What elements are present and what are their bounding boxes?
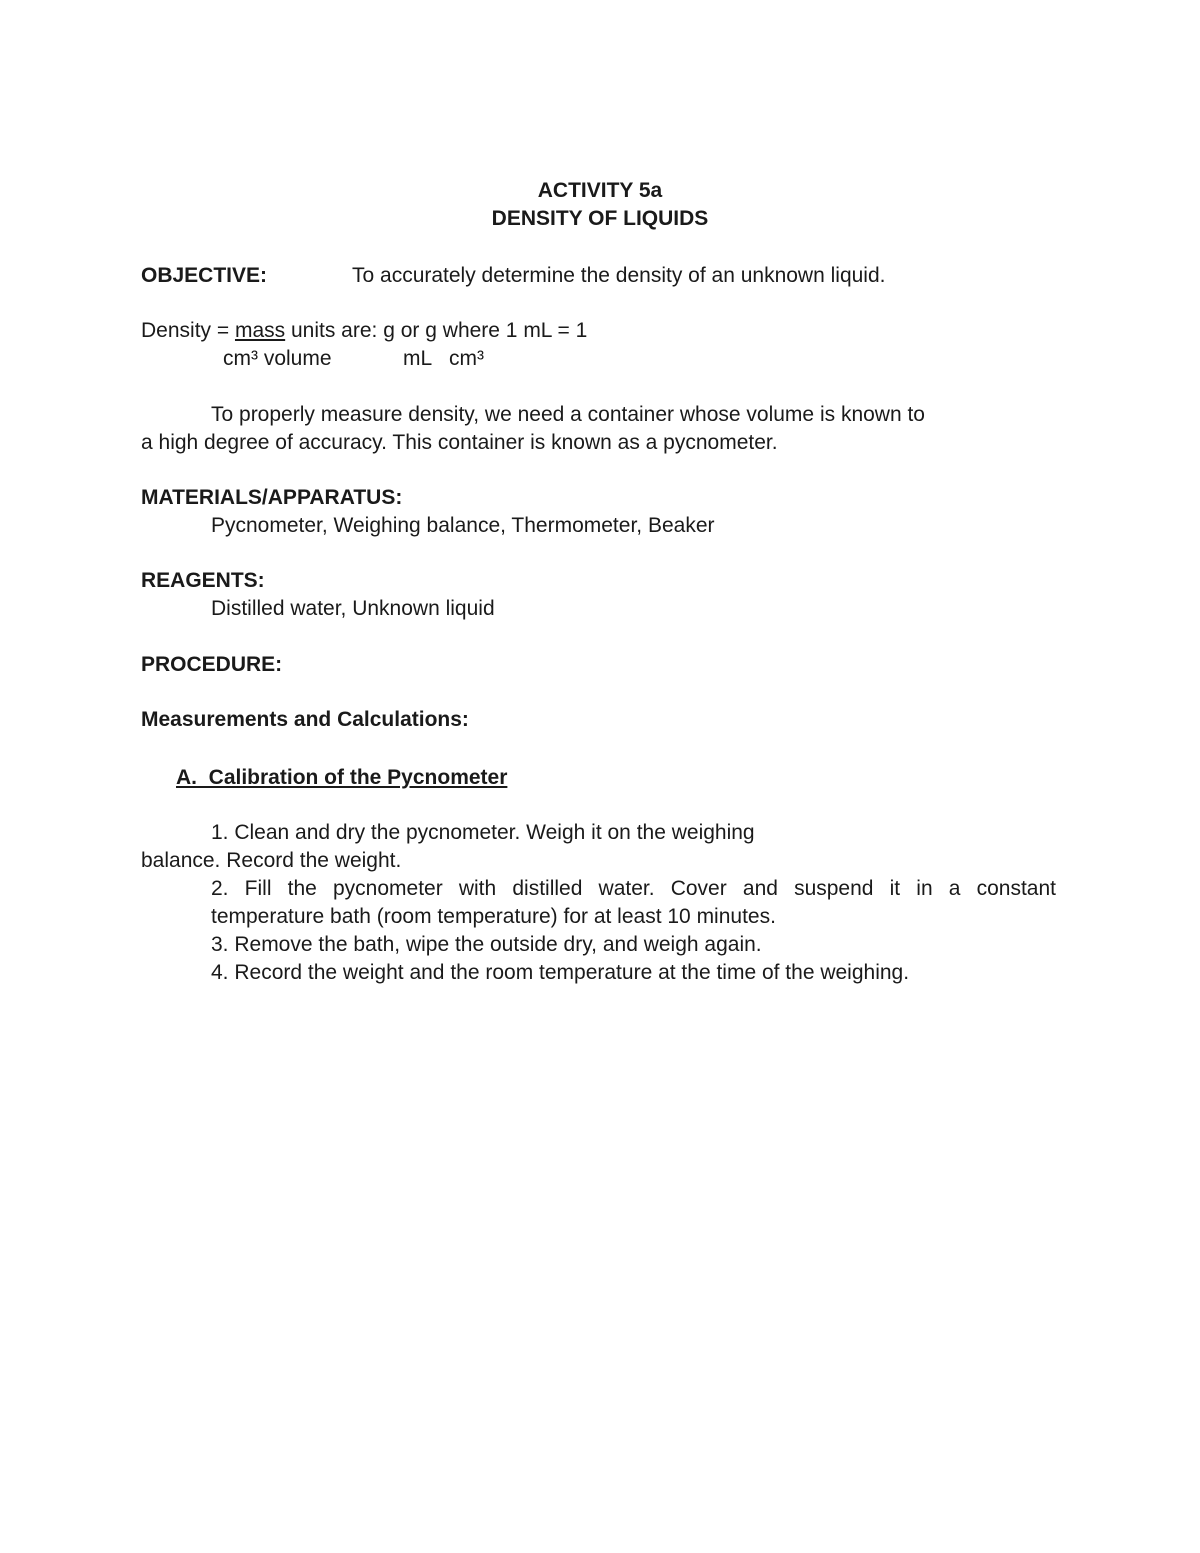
density-unit-den1: mL [403,347,433,370]
page-title: DENSITY OF LIQUIDS [491,207,709,230]
reagents-label: REAGENTS: [141,569,265,592]
step-1-line-1: 1. Clean and dry the pycnometer. Weigh it on the weighing [211,821,755,844]
activity-title: ACTIVITY 5a [537,179,663,202]
procedure-subheading: Measurements and Calculations: [141,708,469,731]
objective-text: To accurately determine the density of an unknown liquid. [352,264,886,287]
intro-line-2: a high degree of accuracy. This container is known as a pycnometer. [141,431,778,454]
density-numerator: mass [234,319,286,342]
density-suffix: where 1 mL = 1 [436,319,588,342]
density-unit-g2: g [425,319,437,342]
materials-text: Pycnometer, Weighing balance, Thermometer, Beaker [211,514,715,537]
step-2-line-1: 2. Fill the pycnometer with distilled water. Cover and suspend it in a constant [211,877,1056,900]
density-prefix: Density = [141,319,235,342]
step-2-line-2: temperature bath (room temperature) for at least 10 minutes. [211,905,776,928]
density-formula [141,317,587,345]
step-1-line-2: balance. Record the weight. [141,849,402,872]
density-units-text: units are: [285,319,384,342]
reagents-text: Distilled water, Unknown liquid [211,597,495,620]
density-unit-g1: g [383,319,395,342]
objective-label: OBJECTIVE: [141,264,268,287]
section-a-heading: A. Calibration of the Pycnometer [176,766,508,789]
density-unit-den2: cm³ [449,347,484,370]
density-denominators: cm³ volume [223,347,332,370]
step-3: 3. Remove the bath, wipe the outside dry, and weigh again. [211,933,762,956]
materials-label: MATERIALS/APPARATUS: [141,486,403,509]
density-or: or [394,319,426,342]
intro-line-1: To properly measure density, we need a container whose volume is known to [211,403,925,426]
step-4: 4. Record the weight and the room temperature at the time of the weighing. [211,961,910,984]
procedure-label: PROCEDURE: [141,653,283,676]
